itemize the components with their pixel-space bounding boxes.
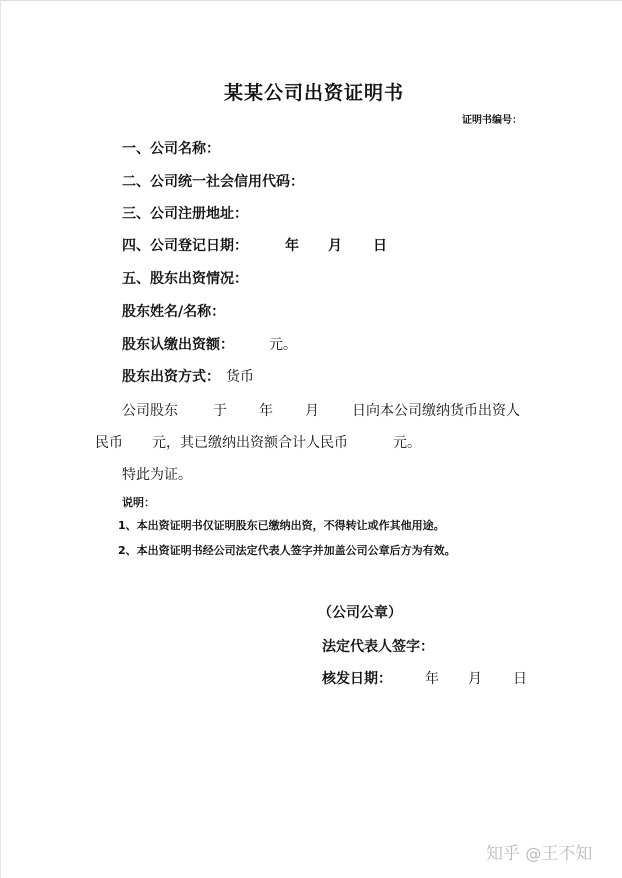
page-left-edge bbox=[0, 0, 1, 878]
paragraph-month: 月 bbox=[305, 403, 319, 419]
page-top-edge bbox=[0, 0, 622, 1]
registration-day-label: 日 bbox=[373, 238, 387, 254]
contribution-method-label: 股东出资方式： bbox=[122, 369, 220, 385]
registered-address-label: 三、公司注册地址： bbox=[122, 206, 248, 222]
shareholder-name-label: 股东姓名/名称： bbox=[122, 304, 226, 320]
certificate-number-label: 证明书编号： bbox=[462, 115, 522, 126]
paragraph-shareholder: 公司股东 bbox=[122, 403, 178, 419]
paragraph-yu: 于 bbox=[213, 403, 227, 419]
company-name-label: 一、公司名称： bbox=[122, 141, 220, 157]
notes-heading: 说明： bbox=[122, 496, 155, 509]
issue-day-label: 日 bbox=[513, 671, 527, 687]
paragraph-year: 年 bbox=[259, 403, 273, 419]
note-item-1: 1、本出资证明书仅证明股东已缴纳出资，不得转让或作其他用途。 bbox=[118, 519, 445, 532]
legal-representative-signature-label: 法定代表人签字： bbox=[322, 639, 434, 655]
issue-month-label: 月 bbox=[468, 671, 482, 687]
watermark bbox=[486, 839, 592, 864]
company-seal-label: （公司公章） bbox=[318, 605, 402, 621]
credit-code-label: 二、公司统一社会信用代码： bbox=[122, 174, 304, 190]
paragraph-rmb: 民币 bbox=[95, 435, 123, 451]
registration-year-label: 年 bbox=[285, 238, 299, 254]
contribution-method-value: 货币 bbox=[226, 369, 254, 385]
paragraph-total-unit: 元。 bbox=[393, 435, 421, 451]
watermark-at: @ bbox=[525, 844, 542, 863]
registration-month-label: 月 bbox=[328, 238, 342, 254]
watermark-author: 王不知 bbox=[541, 844, 593, 864]
watermark-site: 知乎 bbox=[486, 844, 520, 864]
registration-date-label: 四、公司登记日期： bbox=[122, 238, 248, 254]
note-item-2: 2、本出资证明书经公司法定代表人签字并加盖公司公章后方为有效。 bbox=[118, 544, 456, 557]
contribution-section-label: 五、股东出资情况： bbox=[122, 271, 248, 287]
subscribed-capital-label: 股东认缴出资额： bbox=[122, 337, 234, 353]
subscribed-capital-unit: 元。 bbox=[269, 337, 297, 353]
paragraph-certify: 特此为证。 bbox=[122, 467, 192, 483]
document-title: 某某公司出资证明书 bbox=[224, 82, 405, 104]
issue-year-label: 年 bbox=[425, 671, 439, 687]
issue-date-label: 核发日期： bbox=[322, 671, 392, 687]
paragraph-total-text: 元，其已缴纳出资额合计人民币 bbox=[152, 435, 348, 451]
paragraph-payment-text: 日向本公司缴纳货币出资人 bbox=[352, 403, 520, 419]
